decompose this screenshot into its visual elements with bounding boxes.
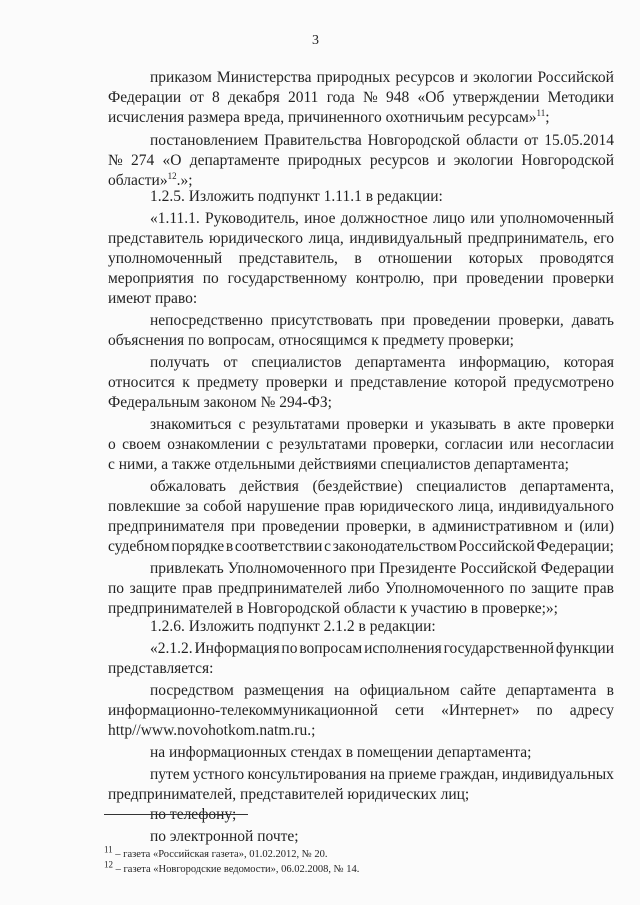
line-tail: ; <box>545 109 550 126</box>
word: Российской <box>537 69 614 86</box>
word: либо <box>347 580 380 597</box>
word: лица, <box>458 498 494 515</box>
word: индивидуальный <box>349 230 463 247</box>
text-line <box>108 721 315 741</box>
text-line <box>150 765 614 785</box>
word: нарушение <box>246 498 320 515</box>
word: департамента <box>506 682 597 699</box>
text-line <box>150 681 614 701</box>
text-line <box>108 88 614 108</box>
word: уполномоченный <box>499 210 614 227</box>
text-line <box>108 435 614 455</box>
word: граждан, <box>439 766 499 783</box>
word: законодательством <box>332 538 457 555</box>
word: о <box>108 436 116 453</box>
word: по <box>108 580 125 597</box>
word: согласии <box>444 436 504 453</box>
text-line <box>108 229 614 249</box>
word: контролю, <box>355 270 425 287</box>
word: проведении <box>413 312 491 329</box>
word: непосредственно <box>150 312 263 329</box>
word: предусмотрено <box>513 374 614 391</box>
word: Федерации <box>540 560 614 577</box>
text-line <box>108 701 614 721</box>
word: от <box>523 132 539 149</box>
word: соответствии <box>234 538 323 555</box>
line-text: 1.2.5. Изложить подпункт 1.11.1 в редакции: <box>150 188 443 205</box>
text-line <box>150 743 531 763</box>
word: 15.05.2014 <box>544 132 614 149</box>
text-line <box>108 455 569 475</box>
word: «1.11.1. <box>150 210 200 227</box>
word: природных <box>316 69 391 86</box>
text-line <box>108 108 550 128</box>
word: департамента, <box>519 478 614 495</box>
text-line <box>108 537 614 557</box>
word: Новгородской <box>367 132 461 149</box>
word: проверки, <box>373 436 439 453</box>
word: Новгородской <box>521 152 614 169</box>
word: несогласии <box>540 436 614 453</box>
word: и <box>437 152 446 169</box>
text-line <box>108 517 614 537</box>
text-line <box>108 393 332 413</box>
word: к <box>182 374 190 391</box>
word: иное <box>304 210 336 227</box>
word: «Интернет» <box>441 702 520 719</box>
line-text: объяснения по вопросам, относящимся к предмету проверки; <box>108 332 514 349</box>
word: при <box>230 518 256 535</box>
word: Российской <box>460 560 537 577</box>
word: проведении <box>262 518 340 535</box>
word: проверки <box>346 416 409 433</box>
word: его <box>593 230 614 247</box>
word: предмету <box>197 374 259 391</box>
word: проверки <box>552 270 614 287</box>
word: «2.1.2. <box>150 640 193 657</box>
word: должностное <box>340 210 428 227</box>
text-line <box>150 131 614 151</box>
word: специалистов <box>416 478 507 495</box>
word: ресурсов <box>369 152 430 169</box>
word: на <box>334 682 350 699</box>
word: официальном <box>359 682 450 699</box>
word: постановлением <box>150 132 259 149</box>
word: которых <box>468 250 524 267</box>
word: Президенте <box>379 560 457 577</box>
text-line <box>150 617 436 637</box>
word: при <box>433 270 458 287</box>
word: давать <box>571 312 614 329</box>
word: по <box>281 640 298 657</box>
word: индивидуальных <box>501 766 614 783</box>
word: природных <box>287 152 362 169</box>
text-line <box>150 68 614 88</box>
word: индивидуального <box>498 498 614 515</box>
word: на <box>369 766 386 783</box>
word: представление <box>350 374 447 391</box>
word: в <box>225 538 234 555</box>
word: по <box>202 270 219 287</box>
word: результатами <box>252 416 340 433</box>
word: или <box>470 210 495 227</box>
word: Уполномоченного <box>385 580 504 597</box>
text-line <box>108 579 614 599</box>
text-line <box>108 785 469 805</box>
word: указывать <box>430 416 497 433</box>
footnote-text: – газета «Российская газета», 01.02.2012, № 20. <box>112 849 328 860</box>
word: «О <box>162 152 182 169</box>
word: проверки, <box>346 518 412 535</box>
word: проведении <box>466 270 544 287</box>
footnote <box>104 859 360 876</box>
word: уполномоченный <box>108 250 223 267</box>
word: относится <box>108 374 175 391</box>
word: области <box>466 132 518 149</box>
word: Руководитель, <box>205 210 299 227</box>
text-line <box>150 477 614 497</box>
word: года <box>326 89 355 106</box>
text-line <box>108 289 197 309</box>
word: административном <box>432 518 558 535</box>
word: и <box>564 518 573 535</box>
word: собой <box>203 498 242 515</box>
word: или <box>509 436 534 453</box>
text-line <box>150 187 443 207</box>
word: с <box>324 538 332 555</box>
word: прав <box>182 580 213 597</box>
word: и <box>415 416 424 433</box>
word: и <box>459 69 468 86</box>
line-text: представляется: <box>108 660 214 677</box>
word: ознакомлении <box>167 436 260 453</box>
footnote-text: – газета «Новгородские ведомости», 06.02.2008, № 14. <box>113 864 360 875</box>
word: Федерации; <box>536 538 614 555</box>
text-line <box>108 331 514 351</box>
line-tail: .»; <box>176 172 193 189</box>
footnote-number: 12 <box>104 859 113 870</box>
word: проводятся <box>539 250 614 267</box>
text-line <box>108 269 614 289</box>
word: при <box>380 312 406 329</box>
word: приеме <box>388 766 437 783</box>
word: «Об <box>417 89 445 106</box>
word: государственному <box>227 270 348 287</box>
word: с <box>238 416 246 433</box>
word: представитель, <box>238 250 338 267</box>
word: которая <box>563 354 614 371</box>
word: и <box>334 374 343 391</box>
word: (бездействие) <box>312 478 403 495</box>
word: размещения <box>244 682 324 699</box>
word: результатами <box>279 436 367 453</box>
word: Уполномоченного <box>227 560 347 577</box>
word: посредством <box>150 682 234 699</box>
text-line <box>150 311 614 331</box>
word: путем <box>150 766 190 783</box>
word: Правительства <box>264 132 362 149</box>
text-line <box>150 209 614 229</box>
word: вопросам <box>299 640 363 657</box>
line-text: исчисления размера вреда, причиненного охотничьим ресурсам» <box>108 109 537 126</box>
word: специалистов <box>251 354 342 371</box>
word: по <box>509 580 526 597</box>
word: предпринимателей <box>217 580 343 597</box>
word: проверки <box>552 416 614 433</box>
word: (или) <box>579 518 614 535</box>
footnote <box>104 844 328 861</box>
word: акте <box>517 416 546 433</box>
word: предпринимателя <box>108 518 225 535</box>
word: в <box>606 682 614 699</box>
line-text: с ними, а также отдельными действиями специалистов департамента; <box>108 456 569 473</box>
word: функции <box>555 640 614 657</box>
line-text: имеют право: <box>108 290 198 307</box>
word: лица, <box>308 230 344 247</box>
word: от <box>223 354 238 371</box>
word: в <box>503 416 511 433</box>
word: декабря <box>228 89 280 106</box>
word: с <box>266 436 274 453</box>
word: представитель <box>108 230 204 247</box>
word: получать <box>150 354 210 371</box>
text-line <box>150 827 299 847</box>
text-line <box>150 415 614 435</box>
line-text: 1.2.6. Изложить подпункт 2.1.2 в редакции: <box>150 618 436 635</box>
word: информационно-телекоммуникационной <box>108 702 378 719</box>
line-text: http//www.novohotkom.natm.ru.; <box>108 722 316 739</box>
word: прав <box>324 498 355 515</box>
word: отношении <box>378 250 453 267</box>
word: присутствовать <box>270 312 373 329</box>
word: юридического <box>359 498 454 515</box>
footnote-ref: 11 <box>536 107 546 118</box>
word: ресурсов <box>395 69 455 86</box>
word: 2011 <box>288 89 319 106</box>
word: консультирования <box>247 766 367 783</box>
page-number: 3 <box>312 33 319 48</box>
word: по <box>536 702 553 719</box>
word: сайте <box>459 682 496 699</box>
text-line <box>108 373 614 393</box>
word: повлекшие <box>108 498 181 515</box>
word: своем <box>122 436 161 453</box>
word: приказом <box>150 69 212 86</box>
text-line <box>108 151 614 171</box>
word: судебном <box>108 538 170 555</box>
word: которой <box>454 374 507 391</box>
word: привлекать <box>150 560 224 577</box>
word: № <box>108 152 123 169</box>
word: 948 <box>386 89 410 106</box>
word: в <box>418 518 426 535</box>
word: информацию, <box>459 354 550 371</box>
word: адресу <box>569 702 614 719</box>
line-text: по электронной почте; <box>150 828 299 845</box>
text-line <box>108 599 558 619</box>
text-line <box>108 249 614 269</box>
word: проверки <box>265 374 328 391</box>
word: от <box>189 89 204 106</box>
word: предприниматель, <box>467 230 588 247</box>
word: юридического <box>209 230 304 247</box>
word: государственной <box>443 640 555 657</box>
word: порядке <box>171 538 225 555</box>
word: защите <box>531 580 579 597</box>
word: мероприятия <box>108 270 194 287</box>
word: экологии <box>453 152 514 169</box>
word: Информация <box>194 640 280 657</box>
footnote-ref: 12 <box>167 170 177 181</box>
word: Российской <box>458 538 535 555</box>
text-line <box>150 353 614 373</box>
footnote-number: 11 <box>104 844 113 855</box>
word: департаменте <box>189 152 280 169</box>
word: департамента <box>355 354 446 371</box>
word: проверки, <box>498 312 564 329</box>
word: прав <box>583 580 614 597</box>
line-text: предпринимателей в Новгородской области к участию в проверке;»; <box>108 600 558 617</box>
line-text: на информационных стендах в помещении департамента; <box>150 744 532 761</box>
word: экологии <box>473 69 533 86</box>
line-text: Федеральным законом № 294-ФЗ; <box>108 394 332 411</box>
text-line <box>108 497 614 517</box>
word: Методики <box>547 89 614 106</box>
text-line <box>150 559 614 579</box>
word: обжаловать <box>150 478 226 495</box>
text-line <box>150 639 614 659</box>
line-text: по телефону; <box>150 806 237 823</box>
word: 8 <box>212 89 220 106</box>
word: 274 <box>131 152 155 169</box>
word: защите <box>129 580 177 597</box>
text-line <box>108 659 213 679</box>
word: за <box>185 498 199 515</box>
footnote-separator <box>104 814 248 815</box>
word: лицо <box>432 210 466 227</box>
word: знакомиться <box>150 416 232 433</box>
word: Министерства <box>216 69 312 86</box>
word: устного <box>192 766 245 783</box>
word: сети <box>395 702 425 719</box>
word: при <box>350 560 375 577</box>
line-text: предпринимателей, представителей юридических лиц; <box>108 786 470 803</box>
word: действия <box>239 478 299 495</box>
word: Федерации <box>108 89 182 106</box>
word: № <box>362 89 378 106</box>
word: исполнения <box>364 640 442 657</box>
word: в <box>354 250 362 267</box>
word: утверждении <box>452 89 540 106</box>
line-text: области» <box>108 172 168 189</box>
text-line <box>150 805 236 825</box>
